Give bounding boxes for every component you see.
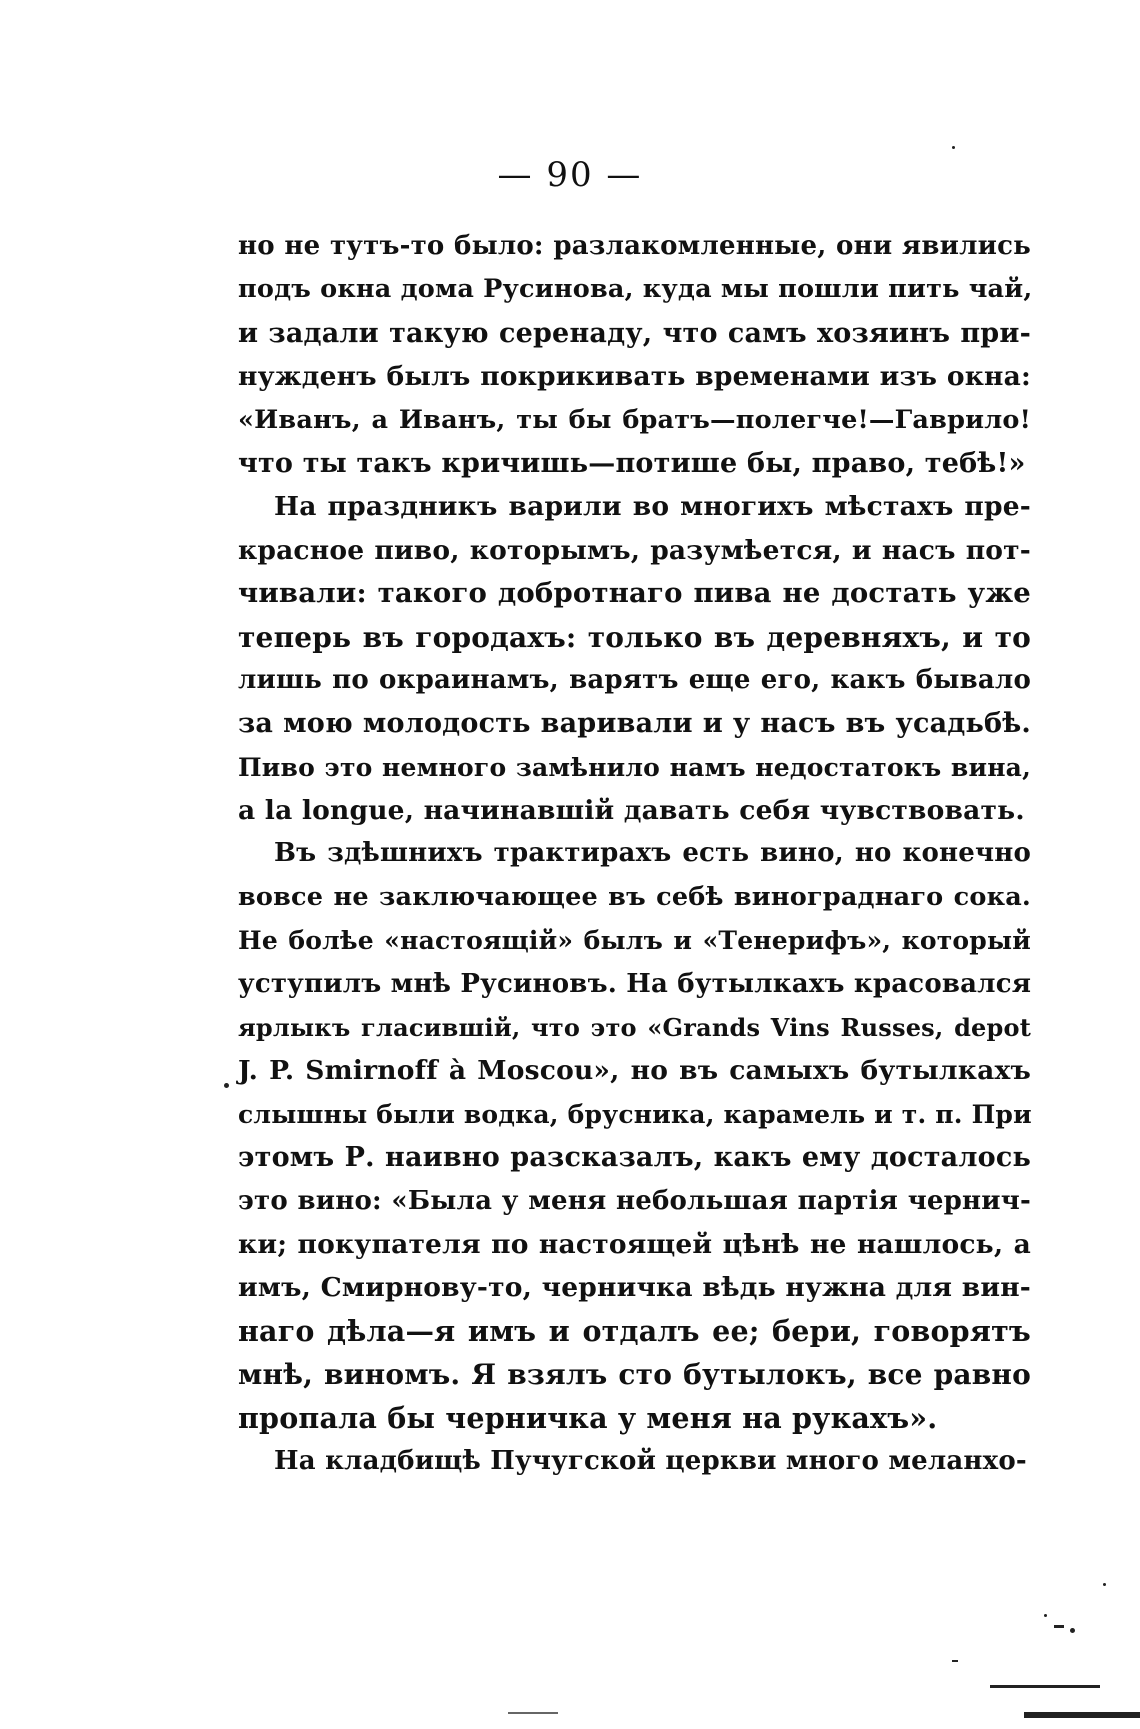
text-line: На кладбищѣ Пучугской церкви много меланхо- <box>274 1445 1027 1476</box>
text-line: ярлыкъ гласившій, что это «Grands Vins Russes, depot <box>238 1013 1031 1043</box>
scan-speck <box>952 146 955 149</box>
scan-speck <box>1044 1614 1047 1617</box>
text-line: «Иванъ, а Иванъ, ты бы братъ—полегче!—Гаврило! <box>238 404 1031 435</box>
text-line: красное пиво, которымъ, разумѣется, и насъ пот- <box>238 534 1031 566</box>
text-line: J. P. Smirnoff à Moscou», но въ самыхъ бутылкахъ <box>238 1055 1031 1087</box>
text-line: a la longue, начинавшій давать себя чувствовать. <box>238 795 1025 827</box>
text-line: мнѣ, виномъ. Я взялъ сто бутылокъ, все равно <box>238 1358 1031 1392</box>
text-line: но не тутъ-то было: разлакомленные, они явились <box>238 231 1031 261</box>
text-line: чивали: такого добротнаго пива не достать уже <box>238 577 1031 610</box>
text-line: нужденъ былъ покрикивать временами изъ окна: <box>238 361 1031 393</box>
text-line: лишь по окраинамъ, варятъ еще его, какъ бывало <box>238 664 1031 695</box>
text-line: наго дѣла—я имъ и отдалъ ее; бери, говорятъ <box>238 1313 1031 1348</box>
scan-rule <box>990 1685 1100 1688</box>
scan-rule <box>508 1712 558 1714</box>
text-line: это вино: «Была у меня небольшая партія чернич- <box>238 1185 1031 1216</box>
text-line: Пиво это немного замѣнило намъ недостатокъ вина, <box>238 752 1031 782</box>
text-line: уступилъ мнѣ Русиновъ. На бутылкахъ красовался <box>238 968 1032 999</box>
text-line: этомъ Р. наивно разсказалъ, какъ ему досталось <box>238 1142 1031 1174</box>
scan-speck <box>1070 1628 1075 1633</box>
text-line: Не болѣе «настоящій» былъ и «Тенерифъ», который <box>238 926 1031 956</box>
scan-rule <box>952 1660 958 1662</box>
text-line: ки; покупателя по настоящей цѣнѣ не нашлось, а <box>238 1228 1031 1260</box>
scan-rule <box>1024 1712 1140 1718</box>
text-line: и задали такую серенаду, что самъ хозяинъ при- <box>238 317 1031 349</box>
page-number: — 90 — <box>497 155 643 195</box>
scan-speck <box>224 1083 229 1088</box>
text-line: что ты такъ кричишь—потише бы, право, тебѣ!» <box>238 447 1026 479</box>
text-line: вовсе не заключающее въ себѣ винограднаго сока. <box>238 881 1031 912</box>
text-line: подъ окна дома Русинова, куда мы пошли пить чай, <box>238 274 1033 305</box>
text-line: пропала бы черничка у меня на рукахъ». <box>238 1400 938 1435</box>
text-line: слышны были водка, брусника, карамель и т. п. При <box>238 1099 1032 1129</box>
scan-speck <box>1103 1583 1106 1586</box>
scan-speck <box>1054 1625 1064 1628</box>
text-line: Въ здѣшнихъ трактирахъ есть вино, но конечно <box>274 838 1031 869</box>
body-text <box>238 225 1031 1483</box>
text-line: теперь въ городахъ: только въ деревняхъ, и то <box>238 620 1031 654</box>
text-line: имъ, Смирнову-то, черничка вѣдь нужна для вин- <box>238 1272 1031 1304</box>
text-line: На праздникъ варили во многихъ мѣстахъ пре- <box>274 491 1031 523</box>
text-line: за мою молодость варивали и у насъ въ усадьбѣ. <box>238 708 1031 740</box>
